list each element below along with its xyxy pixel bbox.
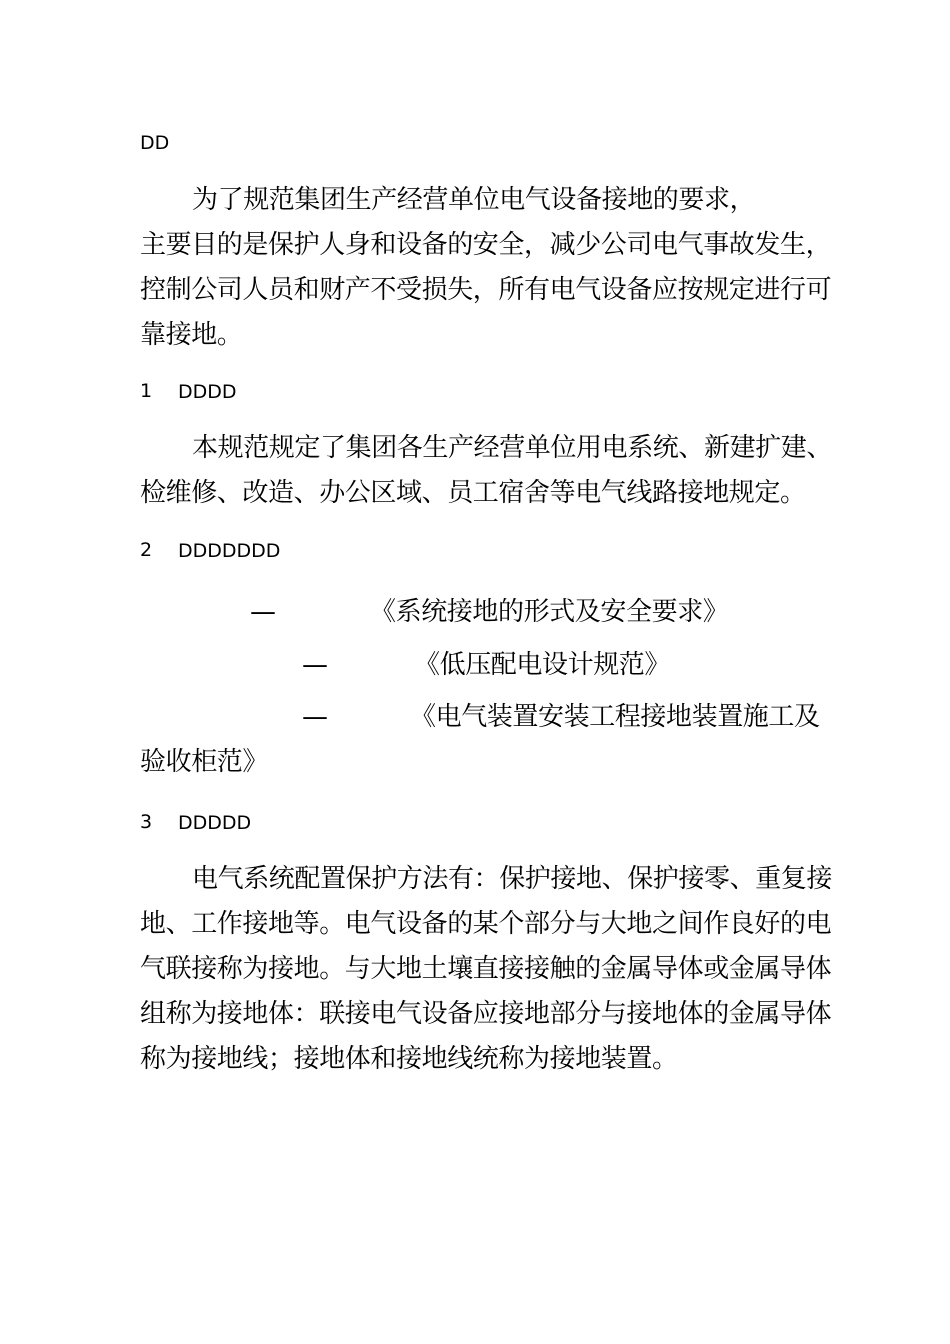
section-2-number: 2 xyxy=(140,539,153,561)
intro-line: 为了规范集团生产经营单位电气设备接地的要求， xyxy=(192,185,756,215)
section-2-heading: DDDDDDD xyxy=(178,540,281,562)
section-1-paragraph xyxy=(140,426,840,516)
section-3-paragraph xyxy=(140,857,840,1082)
section-3-line: 地、工作接地等。电气设备的某个部分与大地之间作良好的电 xyxy=(140,909,832,939)
intro-line: 靠接地。 xyxy=(140,320,243,350)
section-3-number: 3 xyxy=(140,811,153,833)
document-title: DD xyxy=(140,132,170,154)
section-1-number: 1 xyxy=(140,380,153,402)
section-3-heading: DDDDD xyxy=(178,812,252,834)
section-1-heading: DDDD xyxy=(178,381,237,403)
section-3-line: 电气系统配置保护方法有：保护接地、保护接零、重复接 xyxy=(192,864,833,894)
reference-title: 《电气装置安装工程接地装置施工及 xyxy=(410,702,820,732)
section-1-line: 本规范规定了集团各生产经营单位用电系统、新建扩建、 xyxy=(192,433,833,463)
reference-dash: — xyxy=(302,702,328,732)
section-3-line: 称为接地线；接地体和接地线统称为接地装置。 xyxy=(140,1044,678,1074)
intro-paragraph xyxy=(140,178,840,358)
intro-line: 主要目的是保护人身和设备的安全，减少公司电气事故发生， xyxy=(140,230,832,260)
section-3-line: 气联接称为接地。与大地土壤直接接触的金属导体或金属导体 xyxy=(140,954,832,984)
reference-title-continuation: 验收柜范》 xyxy=(140,747,269,777)
reference-dash: — xyxy=(302,650,328,680)
reference-dash: — xyxy=(250,597,276,627)
reference-title: 《低压配电设计规范》 xyxy=(414,650,671,680)
reference-title: 《系统接地的形式及安全要求》 xyxy=(370,597,729,627)
section-1-line: 检维修、改造、办公区域、员工宿舍等电气线路接地规定。 xyxy=(140,478,806,508)
section-3-line: 组称为接地体：联接电气设备应接地部分与接地体的金属导体 xyxy=(140,999,832,1029)
intro-line: 控制公司人员和财产不受损失，所有电气设备应按规定进行可 xyxy=(140,275,832,305)
